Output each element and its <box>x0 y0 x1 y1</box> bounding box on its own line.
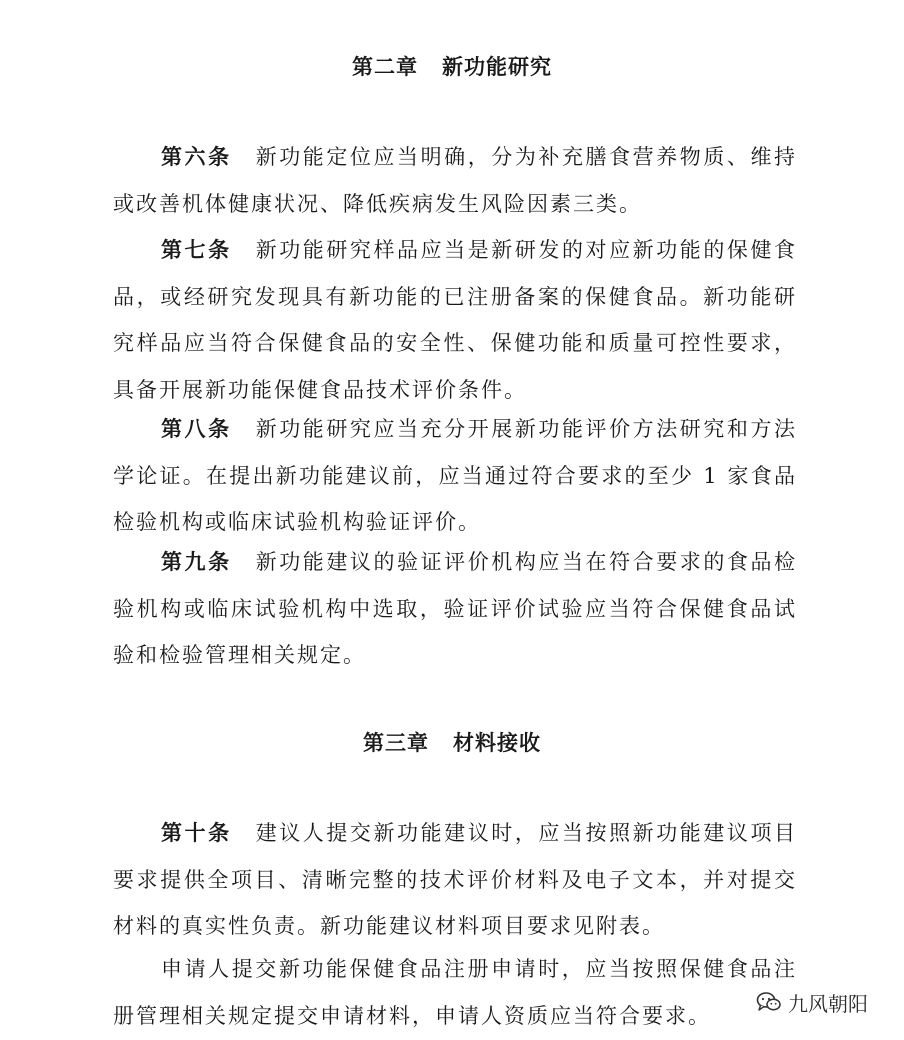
article-9-label: 第九条 <box>161 550 232 574</box>
chapter-2-title: 新功能研究 <box>442 55 552 79</box>
article-7 <box>113 227 797 413</box>
article-6 <box>113 134 797 227</box>
wechat-icon <box>756 991 782 1013</box>
chapter-3-label: 第三章 <box>363 731 429 755</box>
article-10 <box>113 810 797 950</box>
article-7-text: 新功能研究样品应当是新研发的对应新功能的保健食品，或经研究发现具有新功能的已注册备案的保健食品。新功能研究样品应当符合保健食品的安全性、保健功能和质量可控性要求，具备开展新功能保健食品技术评价条件。 <box>113 238 798 402</box>
watermark-text: 九风朝阳 <box>788 991 868 1016</box>
article-10-label: 第十条 <box>161 821 232 845</box>
watermark <box>752 988 872 1016</box>
article-8-label: 第八条 <box>161 417 232 441</box>
chapter-2-heading <box>0 52 904 82</box>
chapter-3-title: 材料接收 <box>453 731 541 755</box>
paragraph-applicant-text: 申请人提交新功能保健食品注册申请时，应当按照保健食品注册管理相关规定提交申请材料，申请人资质应当符合要求。 <box>113 957 797 1028</box>
chapter-3-heading <box>0 728 904 758</box>
article-6-label: 第六条 <box>161 145 232 169</box>
article-6-text: 新功能定位应当明确，分为补充膳食营养物质、维持或改善机体健康状况、降低疾病发生风险因素三类。 <box>113 145 798 216</box>
article-9-text: 新功能建议的验证评价机构应当在符合要求的食品检验机构或临床试验机构中选取，验证评价试验应当符合保健食品试验和检验管理相关规定。 <box>113 550 798 667</box>
article-8 <box>113 406 797 546</box>
article-8-text: 新功能研究应当充分开展新功能评价方法研究和方法学论证。在提出新功能建议前，应当通过符合要求的至少 1 家食品检验机构或临床试验机构验证评价。 <box>113 417 798 534</box>
paragraph-applicant <box>113 946 797 1039</box>
article-7-label: 第七条 <box>161 238 232 262</box>
article-10-text: 建议人提交新功能建议时，应当按照新功能建议项目要求提供全项目、清晰完整的技术评价材料及电子文本，并对提交材料的真实性负责。新功能建议材料项目要求见附表。 <box>113 821 798 938</box>
article-9 <box>113 539 797 679</box>
chapter-2-label: 第二章 <box>352 55 418 79</box>
